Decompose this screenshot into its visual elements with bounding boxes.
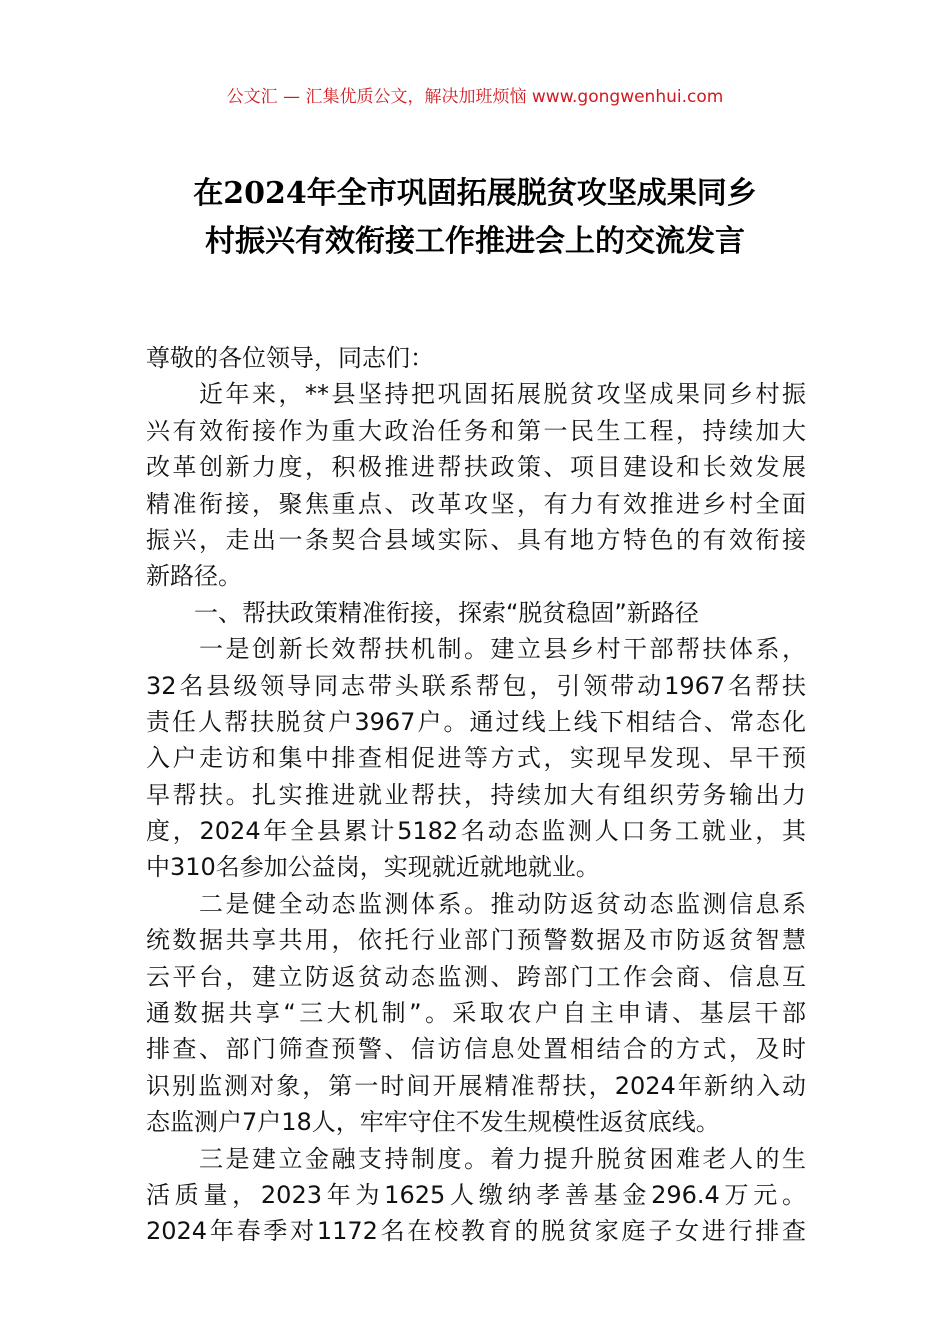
- paragraph-line: 通数据共享“三大机制”。采取农户自主申请、基层干部: [146, 999, 806, 1028]
- paragraph-line: 态监测户7户18人，牢牢守住不发生规模性返贫底线。: [146, 1108, 720, 1137]
- paragraph-line: 2024年春季对1172名在校教育的脱贫家庭子女进行排查: [146, 1217, 806, 1246]
- section-heading: 一、帮扶政策精准衔接，探索“脱贫稳固”新路径: [146, 598, 699, 627]
- document-body: [146, 340, 806, 1250]
- paragraph-line: 一是创新长效帮扶机制。建立县乡村干部帮扶体系，: [146, 635, 806, 664]
- paragraph-line: 二是健全动态监测体系。推动防返贫动态监测信息系: [146, 889, 806, 918]
- paragraph-line: 近年来，**县坚持把巩固拓展脱贫攻坚成果同乡村振: [146, 380, 806, 409]
- paragraph-line: 责任人帮扶脱贫户3967户。通过线上线下相结合、常态化: [146, 707, 806, 736]
- paragraph-line: 排查、部门筛查预警、信访信息处置相结合的方式，及时: [146, 1035, 806, 1064]
- paragraph-line: 改革创新力度，积极推进帮扶政策、项目建设和长效发展: [146, 453, 806, 482]
- paragraph-line: 云平台，建立防返贫动态监测、跨部门工作会商、信息互: [146, 962, 806, 991]
- paragraph-line: 活质量，2023年为1625人缴纳孝善基金296.4万元。: [146, 1180, 806, 1209]
- paragraph-line: 统数据共享共用，依托行业部门预警数据及市防返贫智慧: [146, 926, 806, 955]
- paragraph-line: 度，2024年全县累计5182名动态监测人口务工就业，其: [146, 817, 806, 846]
- paragraph-line: 入户走访和集中排查相促进等方式，实现早发现、早干预: [146, 744, 806, 773]
- title-line: 村振兴有效衔接工作推进会上的交流发言: [205, 224, 745, 259]
- site-header-banner: 公文汇 — 汇集优质公文，解决加班烦恼 www.gongwenhui.com: [226, 87, 724, 107]
- paragraph-line: 识别监测对象，第一时间开展精准帮扶，2024年新纳入动: [146, 1071, 806, 1100]
- paragraph-line: 振兴，走出一条契合县域实际、具有地方特色的有效衔接: [146, 525, 806, 554]
- document-title: [120, 170, 830, 266]
- paragraph-line: 早帮扶。扎实推进就业帮扶，持续加大有组织劳务输出力: [146, 780, 806, 809]
- salutation: 尊敬的各位领导，同志们：: [146, 344, 434, 372]
- paragraph-line: 兴有效衔接作为重大政治任务和第一民生工程，持续加大: [146, 416, 806, 445]
- paragraph-line: 新路径。: [146, 562, 242, 591]
- paragraph-line: 32名县级领导同志带头联系帮包，引领带动1967名帮扶: [146, 671, 806, 700]
- paragraph-line: 中310名参加公益岗，实现就近就地就业。: [146, 853, 600, 882]
- title-line: 在2024年全市巩固拓展脱贫攻坚成果同乡: [193, 176, 757, 211]
- paragraph-line: 三是建立金融支持制度。着力提升脱贫困难老人的生: [146, 1144, 806, 1173]
- paragraph-line: 精准衔接，聚焦重点、改革攻坚，有力有效推进乡村全面: [146, 489, 806, 518]
